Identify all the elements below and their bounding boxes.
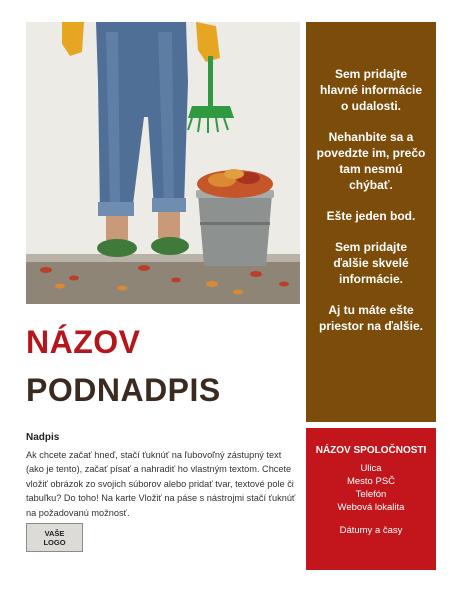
company-name: NÁZOV SPOLOČNOSTI <box>315 445 427 456</box>
page-title: NÁZOV <box>26 324 141 360</box>
company-phone: Telefón <box>355 489 387 500</box>
company-street: Ulica <box>360 463 382 474</box>
company-city-zip: Mesto PSČ <box>346 476 396 487</box>
highlight-why-attend: Nehanbite sa a povedzte im, prečo tam nesmú chýbať. <box>316 130 426 192</box>
page-subtitle: PODNADPIS <box>26 372 221 408</box>
company-panel <box>306 428 436 570</box>
event-photo <box>26 22 300 304</box>
logo-label: VAŠE LOGO <box>43 528 66 547</box>
highlight-extra-space: Aj tu máte ešte priestor na ďalšie. <box>319 303 423 333</box>
body-text: Ak chcete začať hneď, stačí ťuknúť na ľubovoľný zástupný text (ako je tento), začať písať a nahradiť ho vlastným textom. Chcete vložiť obrázok zo svojich súborov alebo pridať tvar, textové pole či tabuľku? Do toho! Na karte Vložiť na páse s nástrojmi stačí ťuknúť na požadovanú možnosť. <box>26 450 296 518</box>
body-heading: Nadpis <box>26 432 60 443</box>
logo-placeholder <box>26 523 83 552</box>
highlight-another-point: Ešte jeden bod. <box>326 209 416 223</box>
highlights-panel <box>306 22 436 422</box>
event-dates: Dátumy a časy <box>339 525 403 536</box>
highlight-main-info: Sem pridajte hlavné informácie o udalosti. <box>319 67 423 113</box>
highlight-more-info: Sem pridajte ďalšie skvelé informácie. <box>333 240 409 286</box>
company-website: Webová lokalita <box>337 502 405 513</box>
